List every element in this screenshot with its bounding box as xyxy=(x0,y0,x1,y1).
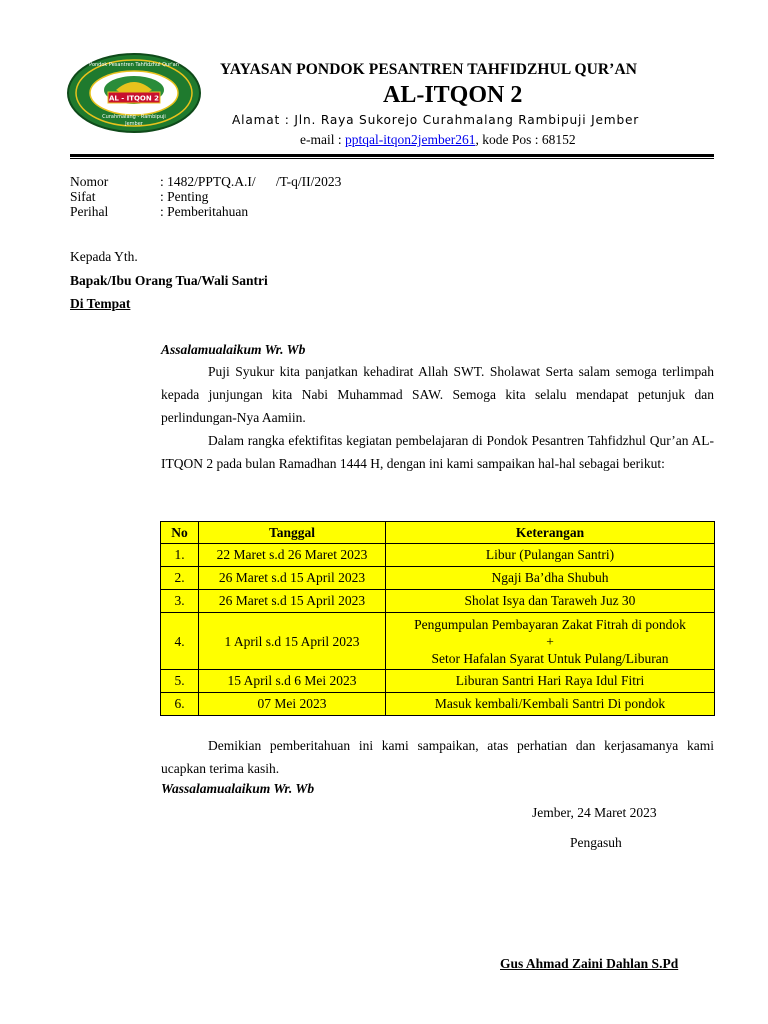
meta-row-nature xyxy=(70,189,341,204)
table-row xyxy=(161,567,715,590)
logo-city-text: Jember xyxy=(125,121,143,127)
organization-name: YAYASAN PONDOK PESANTREN TAHFIDZHUL QUR’AN xyxy=(220,61,638,78)
meta-value: : Pemberitahuan xyxy=(160,204,249,219)
table-header-row xyxy=(161,522,715,544)
header-note: Keterangan xyxy=(386,522,715,544)
header-no: No xyxy=(161,522,199,544)
row-date: 07 Mei 2023 xyxy=(199,693,386,716)
recipient-name: Bapak/Ibu Orang Tua/Wali Santri xyxy=(70,273,268,288)
row-date: 26 Maret s.d 15 April 2023 xyxy=(199,590,386,613)
header-rule-thin xyxy=(70,158,714,159)
row-no: 2. xyxy=(161,567,199,590)
row-note: Liburan Santri Hari Raya Idul Fitri xyxy=(386,670,715,693)
email-prefix: e-mail : xyxy=(300,132,345,147)
row-note-line: Setor Hafalan Syarat Untuk Pulang/Liburan xyxy=(431,650,669,666)
row-date: 26 Maret s.d 15 April 2023 xyxy=(199,567,386,590)
table-row xyxy=(161,670,715,693)
recipient-place: Di Tempat xyxy=(70,296,131,311)
row-no: 1. xyxy=(161,544,199,567)
pesantren-logo xyxy=(66,52,202,134)
meta-label: Perihal xyxy=(70,204,109,219)
row-date: 1 April s.d 15 April 2023 xyxy=(199,613,386,670)
meta-label: Sifat xyxy=(70,189,96,204)
body-paragraph-3: Demikian pemberitahuan ini kami sampaikan, atas perhatian dan kerjasamanya kami ucapkan terima kasih. xyxy=(161,738,714,776)
row-note: Masuk kembali/Kembali Santri Di pondok xyxy=(386,693,715,716)
address: Alamat : Jln. Raya Sukorejo Curahmalang Rambipuji Jember xyxy=(232,113,640,127)
recipient-salutation: Kepada Yth. xyxy=(70,249,138,264)
schedule-table xyxy=(160,521,715,716)
row-date: 22 Maret s.d 26 Maret 2023 xyxy=(199,544,386,567)
table-row xyxy=(161,693,715,716)
logo-top-text: Pondok Pesantren Tahfidzhul Qur'an xyxy=(89,62,179,68)
logo-bottom-text: Curahmalang - Rambipuji xyxy=(102,114,166,120)
table-row xyxy=(161,590,715,613)
row-note xyxy=(386,613,715,670)
email-link[interactable]: pptqal-itqon2jember261 xyxy=(344,132,476,147)
body-paragraph-1: Puji Syukur kita panjatkan kehadirat Allah SWT. Sholawat Serta salam semoga terlimpah kepada junjungan kita Nabi Muhammad SAW. Semoga kita selalu mendapat petunjuk dan perlindungan-Nya Aamiin. xyxy=(161,364,714,425)
meta-label: Nomor xyxy=(70,174,109,189)
meta-value: : Penting xyxy=(160,189,209,204)
institution-name: AL-ITQON 2 xyxy=(383,82,523,108)
row-no: 4. xyxy=(161,613,199,670)
logo-banner-text: AL - ITQON 2 xyxy=(108,94,160,103)
signer-role: Pengasuh xyxy=(570,835,622,850)
letter-meta xyxy=(70,174,341,219)
meta-value: : 1482/PPTQ.A.I/ /T-q/II/2023 xyxy=(160,174,342,189)
row-no: 3. xyxy=(161,590,199,613)
opening-greeting: Assalamualaikum Wr. Wb xyxy=(161,342,306,357)
row-note-plus: + xyxy=(546,633,554,649)
row-note: Libur (Pulangan Santri) xyxy=(386,544,715,567)
table-row xyxy=(161,613,715,670)
row-note-line: Pengumpulan Pembayaran Zakat Fitrah di pondok xyxy=(414,616,686,632)
row-note: Ngaji Ba’dha Shubuh xyxy=(386,567,715,590)
header-date: Tanggal xyxy=(199,522,386,544)
postcode: , kode Pos : 68152 xyxy=(475,132,576,147)
meta-row-number xyxy=(70,174,341,189)
place-date: Jember, 24 Maret 2023 xyxy=(532,805,657,820)
row-note: Sholat Isya dan Taraweh Juz 30 xyxy=(386,590,715,613)
signer-name: Gus Ahmad Zaini Dahlan S.Pd xyxy=(500,956,679,971)
contact-line xyxy=(300,132,576,148)
row-no: 6. xyxy=(161,693,199,716)
row-date: 15 April s.d 6 Mei 2023 xyxy=(199,670,386,693)
row-no: 5. xyxy=(161,670,199,693)
body-paragraph-2: Dalam rangka efektifitas kegiatan pembelajaran di Pondok Pesantren Tahfidzhul Qur’an AL-ITQON 2 pada bulan Ramadhan 1444 H, dengan ini kami sampaikan hal-hal sebagai berikut: xyxy=(161,433,714,471)
meta-row-subject xyxy=(70,204,341,219)
closing-greeting: Wassalamualaikum Wr. Wb xyxy=(161,781,315,796)
header-rule-thick xyxy=(70,154,714,157)
table-row xyxy=(161,544,715,567)
